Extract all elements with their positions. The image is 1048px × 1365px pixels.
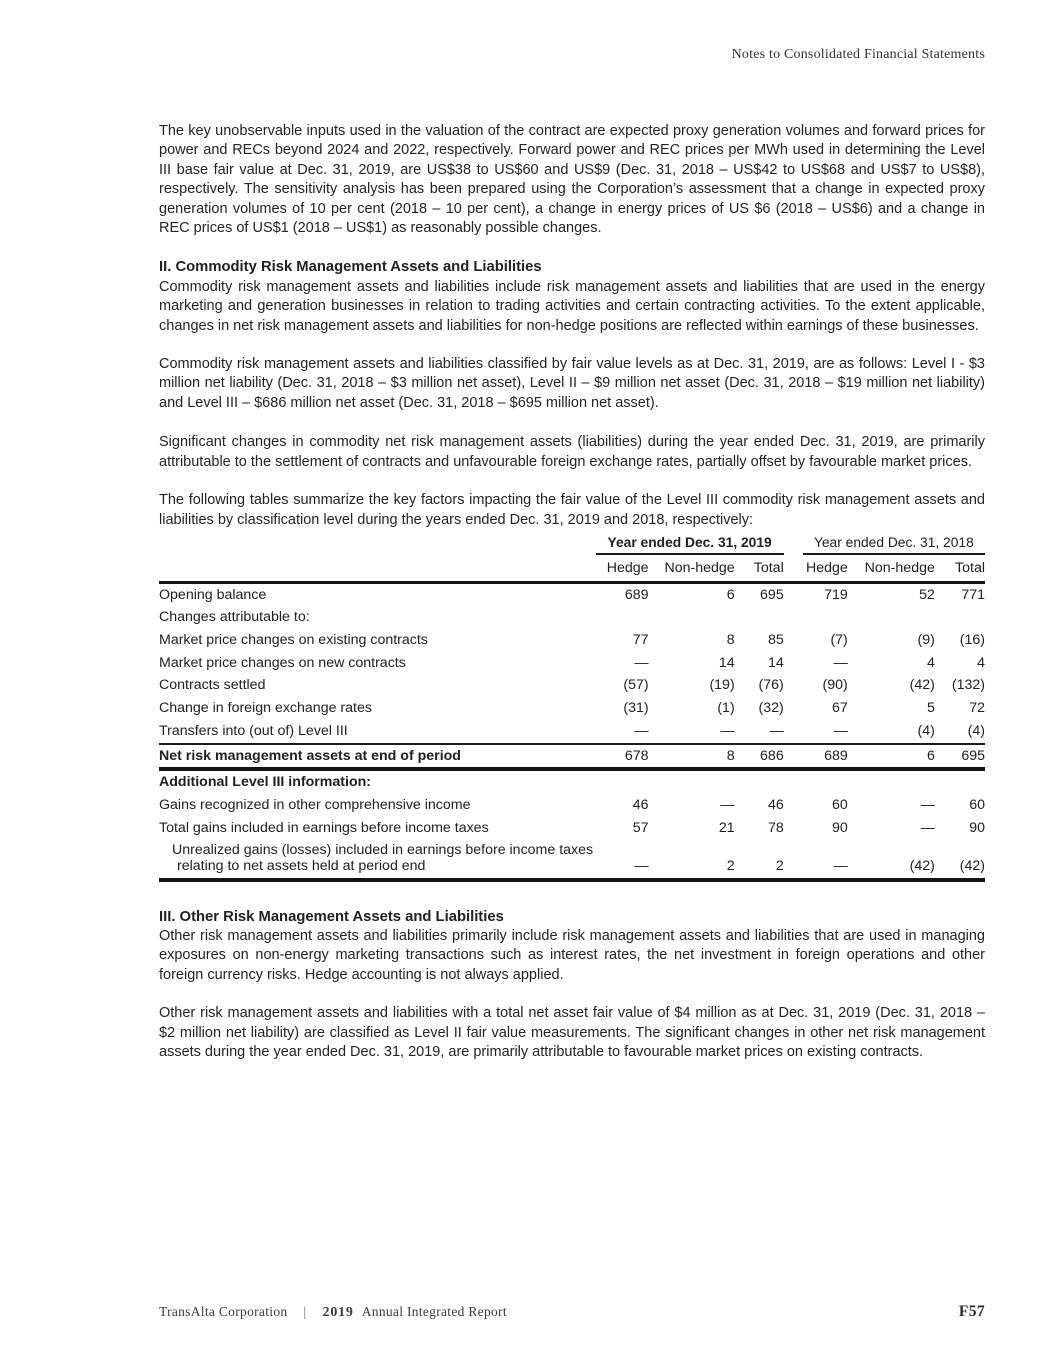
table-cell	[848, 769, 935, 794]
table-cell: 4	[977, 654, 985, 671]
table-cell: 2	[775, 857, 784, 874]
table-cell	[935, 769, 985, 794]
table-col-header: Hedge	[784, 555, 848, 583]
table-cell	[735, 607, 784, 630]
page-number: F57	[958, 1303, 985, 1320]
table-cell	[596, 769, 649, 794]
table-cell: 678	[596, 744, 649, 770]
table-cell: —	[769, 722, 784, 739]
table-row-label: Opening balance	[159, 586, 267, 603]
table-cell: 52	[919, 586, 935, 603]
table-cell	[596, 607, 649, 630]
table-cell: 8	[649, 744, 735, 770]
table-row-label: Contracts settled	[159, 677, 266, 694]
table-col-header: Hedge	[596, 555, 649, 583]
level3-rollforward-table	[159, 535, 985, 882]
table-row	[159, 769, 985, 794]
table-col-header: Total	[735, 555, 784, 583]
table-row-label: Transfers into (out of) Level III	[159, 722, 348, 739]
table-cell: (132)	[951, 677, 985, 694]
paragraph-commodity-include: Commodity risk management assets and liabilities include risk management assets and liabilities that are used in the energy marketing and generation businesses in relation to trading activities and certain contracting activities. To the extent applicable, changes in net risk management assets and liabilities for non-hedge positions are reflected within earnings of these businesses.	[159, 278, 985, 334]
table-cell: 46	[767, 796, 784, 813]
table-cell: 72	[969, 700, 985, 717]
table-cell: 14	[718, 654, 735, 671]
group-header-2018-label: Year ended Dec. 31, 2018	[803, 535, 985, 555]
table-cell: 695	[935, 744, 985, 770]
table-cell: 21	[718, 819, 735, 836]
table-cell: (42)	[959, 857, 985, 874]
table-cell: —	[920, 819, 935, 836]
table-cell: 14	[767, 654, 784, 671]
table-cell: 4	[926, 654, 935, 671]
table-cell	[784, 607, 848, 630]
table-cell: 67	[832, 700, 848, 717]
table-row-label: Market price changes on existing contracts	[159, 632, 428, 649]
table-cell: 90	[832, 819, 848, 836]
paragraph-other-risk-fair-value: Other risk management assets and liabilities with a total net asset fair value of $4 million as at Dec. 31, 2019 (Dec. 31, 2018 – $2 million net liability) are classified as Level II fair value measurements. The significant changes in other net risk management assets during the year ended Dec. 31, 2019, are primarily attributable to favourable market prices on existing contracts.	[159, 1005, 985, 1061]
table-cell: —	[720, 722, 735, 739]
paragraph-other-risk-include: Other risk management assets and liabilities primarily include risk management assets and liabilities that are used in managing exposures on non-energy marketing transactions such as interest rates, the net investment in foreign operations and other foreign currency risks. Hedge accounting is not always applied.	[159, 928, 985, 983]
table-cell: —	[634, 857, 649, 874]
table-cell: —	[833, 857, 848, 874]
table-cell: (19)	[709, 677, 735, 694]
table-cell: —	[720, 796, 735, 813]
table-row-label: Market price changes on new contracts	[159, 654, 406, 671]
table-cell: (42)	[909, 677, 935, 694]
table-col-header: Non-hedge	[848, 555, 935, 583]
table-row	[159, 675, 985, 698]
paragraph-fair-value-levels: Commodity risk management assets and liabilities classified by fair value levels as at Dec. 31, 2019, are as follows: Level I - $3 million net liability (Dec. 31, 2018 – $3 million net asset), Level II – $9 million net asset (Dec. 31, 2018 – $19 million net liability) and Level III – $686 million net asset (Dec. 31, 2018 – $695 million net asset).	[159, 356, 985, 411]
table-row-label: Additional Level III information:	[159, 774, 372, 791]
table-cell: (16)	[959, 632, 985, 649]
table-cell: 689	[784, 744, 848, 770]
footer-company: TransAlta Corporation	[159, 1304, 288, 1319]
table-row	[159, 607, 985, 630]
table-cell: (76)	[758, 677, 784, 694]
table-cell: 689	[624, 586, 649, 603]
paragraph-significant-changes: Significant changes in commodity net risk management assets (liabilities) during the year ended Dec. 31, 2019, are primarily attributable to the settlement of contracts and unfavourable foreign exchange rates, partially offset by favourable market prices.	[159, 434, 985, 470]
table-cell: 46	[632, 796, 649, 813]
table-cell: (9)	[917, 632, 935, 649]
table-cell: —	[634, 654, 649, 671]
table-cell: —	[634, 722, 649, 739]
table-row	[159, 582, 985, 606]
footer-separator: |	[303, 1305, 307, 1320]
table-row-label: Changes attributable to:	[159, 609, 310, 626]
paragraph-key-unobservable-inputs: The key unobservable inputs used in the valuation of the contract are expected proxy generation volumes and forward prices for power and RECs beyond 2024 and 2022, respectively. Forward power and REC prices per MWh used in determining the Level III base fair value at Dec. 31, 2019, are US$38 to US$60 and US$9 (Dec. 31, 2018 – US$42 to US$68 and US$7 to US$8), respectively. The sensitivity analysis has been prepared using the Corporation’s assessment that a change in expected proxy generation volumes of 10 per cent (2018 – 10 per cent), a change in energy prices of US $6 (2018 – US$6) and a change in REC prices of US$1 (2018 – US$1) as reasonably possible changes.	[159, 123, 985, 237]
table-cell: 686	[735, 744, 784, 770]
running-header: Notes to Consolidated Financial Statements	[731, 47, 985, 62]
table-cell: 77	[632, 632, 649, 649]
table-column-header-row	[159, 555, 985, 583]
group-header-2019	[596, 535, 784, 555]
table-cell: 57	[632, 819, 649, 836]
table-cell: —	[833, 722, 848, 739]
table-corner-cell	[159, 535, 596, 555]
paragraph-following-tables: The following tables summarize the key factors impacting the fair value of the Level III commodity risk management assets and liabilities by classification level during the years ended Dec. 31, 2019 and 2018, respectively:	[159, 492, 985, 528]
table-label-column-header	[159, 555, 596, 583]
table-cell: (4)	[967, 722, 985, 739]
group-header-2019-label: Year ended Dec. 31, 2019	[596, 535, 784, 555]
table-cell: 5	[926, 700, 935, 717]
table-cell	[848, 607, 935, 630]
table-group-header-row	[159, 535, 985, 555]
table-row	[159, 839, 985, 879]
table-row	[159, 629, 985, 652]
table-cell: (57)	[623, 677, 649, 694]
section-heading-commodity-risk: II. Commodity Risk Management Assets and Liabilities	[159, 259, 542, 276]
group-header-2018	[784, 535, 985, 555]
table-row-label: Total gains included in earnings before income taxes	[159, 819, 489, 836]
table-cell: (7)	[830, 632, 848, 649]
table-cell: 60	[832, 796, 848, 813]
table-cell: 695	[760, 586, 784, 603]
table-cell	[649, 607, 735, 630]
table-cell: (1)	[717, 700, 735, 717]
table-row-label: Net risk management assets at end of period	[159, 744, 596, 770]
table-cell: 719	[824, 586, 848, 603]
table-cell	[735, 769, 784, 794]
table-row	[159, 744, 985, 770]
footer-left	[159, 1304, 507, 1321]
table-cell: 2	[726, 857, 735, 874]
table-cell: —	[920, 796, 935, 813]
table-row-label: Unrealized gains (losses) included in earnings before income taxes relating to net assets held at period end	[172, 842, 594, 874]
table-cell: 60	[969, 796, 985, 813]
table-cell: (32)	[758, 700, 784, 717]
table-cell: (4)	[917, 722, 935, 739]
table-cell	[649, 769, 735, 794]
table-cell: (42)	[909, 857, 935, 874]
table-cell	[784, 769, 848, 794]
footer-year: 2019	[322, 1305, 354, 1320]
table-cell: 771	[961, 586, 985, 603]
table-row	[159, 652, 985, 675]
table-cell: 78	[767, 819, 784, 836]
table-col-header: Total	[935, 555, 985, 583]
main-content	[159, 122, 985, 1082]
table-cell: 90	[969, 819, 985, 836]
page-footer	[159, 1303, 985, 1321]
table-cell: (90)	[822, 677, 848, 694]
table-cell	[935, 607, 985, 630]
table-cell: 85	[767, 632, 784, 649]
table-row	[159, 697, 985, 720]
footer-report-title: Annual Integrated Report	[361, 1304, 507, 1319]
table-cell: 6	[726, 586, 735, 603]
table-row	[159, 794, 985, 817]
table-cell: (31)	[623, 700, 649, 717]
table-row	[159, 720, 985, 744]
section-heading-other-risk: III. Other Risk Management Assets and Liabilities	[159, 908, 504, 925]
table-cell: 6	[848, 744, 935, 770]
table-row-label: Gains recognized in other comprehensive income	[159, 796, 471, 813]
table-row-label: Change in foreign exchange rates	[159, 700, 372, 717]
table-row	[159, 817, 985, 840]
table-cell: 8	[726, 632, 735, 649]
table-cell: —	[833, 654, 848, 671]
table-col-header: Non-hedge	[649, 555, 735, 583]
